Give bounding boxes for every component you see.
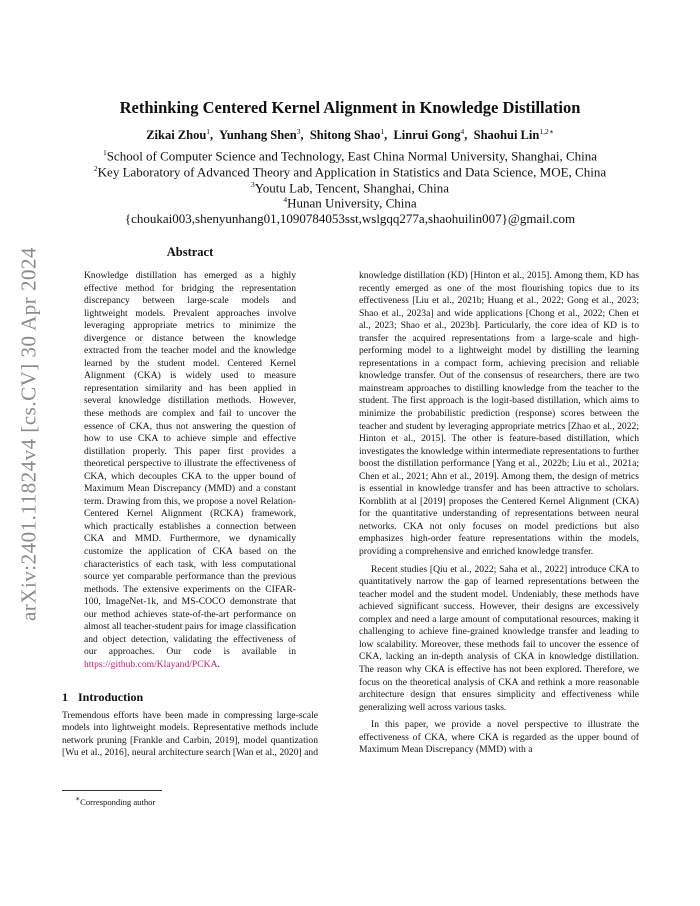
author-sup: 4: [460, 127, 465, 136]
footnote: ∗Corresponding author: [75, 794, 156, 807]
author-name: Yunhang Shen: [218, 128, 297, 143]
author-name: Shitong Shao: [309, 128, 381, 143]
affiliation: $^2$Key Laboratory of Advanced Theory and Application in Statistics and Data Science, MOE, China: [93, 164, 607, 180]
abstract-text: Knowledge distillation has emerged as a highly effective method for bridging the representation discrepancy between large-scale models and lightweight models. Prevalent approaches involve leveraging appropriate metrics to minimize the divergence or distance between the knowledge extracted from the teacher model and the knowledge learned by the student model. Centered Kernel Alignment (CKA) is widely used to measure representation similarity and has been applied in several knowledge distillation methods. However, these methods are complex and fail to uncover the essence of CKA, thus not answering the question of how to use CKA to achieve simple and effective distillation properly. This paper first provides a theoretical perspective to illustrate the effectiveness of CKA, which decouples CKA to the upper bound of Maximum Mean Discrepancy (MMD) and a constant term. Drawing from this, we propose a novel Relation-Centered Kernel Alignment (RCKA) framework, which practically establishes a connection between CKA and MMD. Furthermore, we dynamically customize the application of CKA based on the characteristics of each task, with less computational source yet comparable performance than the previous methods. The extensive experiments on the CIFAR-100, ImageNet-1k, and MS-COCO demonstrate that our method achieves state-of-the-art performance on almost all teacher-student pairs for image classification and object detection, validating the effectiveness of our approaches. Our code is available in https://github.com/Klayand/PCKA.: [84, 270, 296, 670]
code-link[interactable]: https://github.com/Klayand/PCKA: [84, 658, 218, 670]
affiliation: $^4$Hunan University, China: [283, 195, 417, 211]
intro-paragraph: Recent studies [Qiu et al., 2022; Saha et al., 2022] introduce CKA to quantitatively narrow the gap of learned representations between the teacher model and the student model. Undeniably, these methods have achieved significant success. However, their designs are excessively complex and need a large amount of computational resources, making it challenging to achieve fine-grained knowledge transfer and leading to low scalability. Moreover, these methods fail to uncover the essence of CKA, lacking an in-depth analysis of CKA in knowledge distillation. The reason why CKA is effective has not been explored. Therefore, we focus on the theoretical analysis of CKA and rethink a more reasonable architecture design that ensures simplicity and effectiveness while generalizing well across various tasks.: [359, 563, 639, 713]
author-name: Shaohui Lin: [473, 128, 540, 143]
author-name: Linrui Gong: [393, 128, 461, 143]
left-column: [62, 245, 318, 772]
author-sup: 3: [296, 127, 301, 136]
affiliation: $^3$Youtu Lab, Tencent, Shanghai, China: [250, 180, 450, 196]
author-emails: {choukai003,shenyunhang01,1090784053sst,wslgqq277a,shaohuilin007}@gmail.com: [124, 211, 576, 226]
author-list: Zikai Zhou$^1$, Yunhang Shen$^3$, Shitong Shao$^1$, Linrui Gong$^4$, Shaohui Lin$^{1,2∗}$: [146, 127, 554, 143]
footnote-rule: [62, 790, 162, 791]
paper-title: Rethinking Centered Kernel Alignment in Knowledge Distillation: [119, 98, 581, 117]
intro-paragraph-continued: knowledge distillation (KD) [Hinton et al., 2015]. Among them, KD has recently emerged as one of the most flourishing topics due to its effectiveness [Liu et al., 2021b; Huang et al., 2022; Gong et al., 2023; Shao et al., 2023a] and wide applications [Chong et al., 2022; Chen et al., 2023; Shao et al., 2023b]. Particularly, the core idea of KD is to transfer the acquired representations from a large-scale and high-performing model to a lightweight model by distilling the learning representations in a compact form, achieving precision and reliable knowledge transfer. Out of the consensus of researchers, there are two mainstream approaches to distilling knowledge from the teacher to the student. The first approach is the logit-based distillation, which aims to minimize the probabilistic prediction (response) scores between the teacher and student by leveraging appropriate metrics [Zhao et al., 2022; Hinton et al., 2015]. The other is feature-based distillation, which investigates the knowledge within intermediate representations to further boost the distillation performance [Yang et al., 2022b; Liu et al., 2021a; Chen et al., 2021; Ahn et al., 2019]. Among them, the design of metrics is essential in knowledge transfer and has been attractive to scholars. Kornblith at al [2019] proposes the Centered Kernel Alignment (CKA) for the quantitative understanding of representations between neural networks. CKA not only focuses on model predictions but also emphasizes high-order feature representations within the models, providing a comprehensive and enriched knowledge transfer.: [359, 270, 639, 558]
right-column-text: [359, 270, 639, 757]
right-column: [359, 270, 639, 757]
affiliation: $^1$School of Computer Science and Technology, East China Normal University, Shanghai, China: [102, 148, 598, 164]
author-name: Zikai Zhou: [146, 128, 207, 143]
section-heading: [62, 690, 318, 705]
intro-paragraph: In this paper, we provide a novel perspective to illustrate the effectiveness of CKA, where CKA is regarded as the upper bound of Maximum Mean Discrepancy (MMD) with a: [359, 719, 639, 756]
arxiv-stamp-text: arXiv:2401.11824v4 [cs.CV] 30 Apr 2024: [16, 246, 41, 622]
section-title: Introduction: [78, 689, 144, 704]
abstract-heading: Abstract: [166, 245, 214, 259]
section-number: 1: [62, 689, 68, 704]
author-sup: 1: [380, 127, 385, 136]
author-sup: 1,2∗: [539, 127, 554, 136]
author-sup: 1: [206, 127, 211, 136]
intro-paragraph: Tremendous efforts have been made in compressing large-scale models into lightweight models. Representative methods include network pruning [Frankle and Carbin, 2019], model quantization [Wu et al., 2016], neural architecture search [Wan et al., 2020] and: [62, 709, 318, 759]
